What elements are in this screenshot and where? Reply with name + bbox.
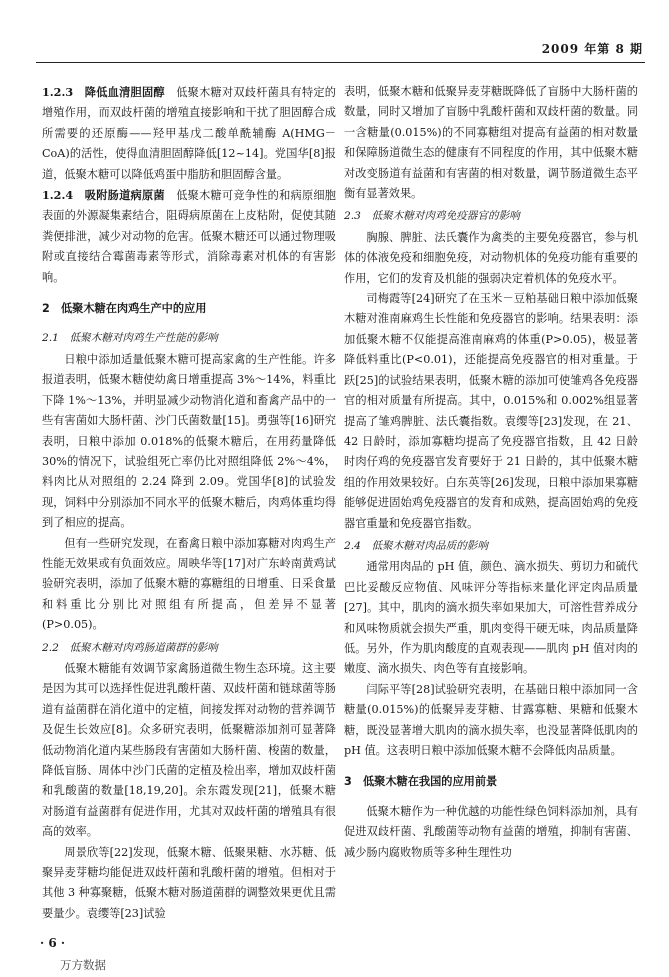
paragraph-text: 司梅霞等[24]研究了在玉米－豆粕基础日粮中添加低聚木糖对淮南麻鸡生长性能和免疫器官的影响。结果表明：添加低聚木糖不仅能提高淮南麻鸡的体重(P>0.05)，极显著降低料重比(P<0.01)，还能提高免疫器官的相对重量。于跃[25]的试验结果表明，低聚木糖的添加可使雏鸡各免疫器官的相对质量有所提高。其中，0.015%和 0.002%组显著提高了雏鸡脾脏、法氏囊指数。袁缨等[23]发现，在 21、42 日龄时，添加寡糖均提高了免疫器官指数，且 42 日龄时肉仔鸡的免疫器官发育要好于 21 日龄的，其中低聚木糖组的作用效果较好。白东英等[26]发现，日粮中添加果寡糖能够促进固始鸡免疫器官的发育和成熟，提高固始鸡的免疫器官重量和免疫器官指数。	[344, 292, 638, 530]
paragraph-text: 闫际平等[28]试验研究表明，在基础日粮中添加同一含糖量(0.015%)的低聚异麦芽糖、甘露寡糖、果糖和低聚木糖，既没显著增大肌肉的滴水损失率，也没显著降低肌肉的 pH 值。这表明日粮中添加低聚木糖不会降低肉品质量。	[344, 682, 638, 757]
paragraph-text: 胸腺、脾脏、法氏囊作为禽类的主要免疫器官，参与机体的体液免疫和细胞免疫，对动物机体的免疫功能有重要的作用，它们的发育及机能的强弱决定着机体的免疫水平。	[344, 230, 638, 285]
paragraph	[344, 680, 638, 762]
journal-issue: 2009 年第 8 期	[541, 42, 643, 56]
paragraph-text: 但有一些研究发现，在畜禽日粮中添加寡糖对肉鸡生产性能无效果或有负面效应。周映华等[17]对广东岭南黄鸡试验研究表明，添加了低聚木糖的寡糖组的日增重、日采食量和料重比分别比对照组有所提高，但差异不显著(P>0.05)。	[42, 536, 336, 632]
source-watermark: 万方数据	[60, 958, 106, 972]
section-heading: 2 低聚木糖在肉鸡生产中的应用	[42, 302, 207, 316]
paragraph	[344, 557, 638, 679]
paragraph	[344, 289, 638, 534]
paragraph	[42, 82, 336, 185]
paragraph-text: 通常用肉品的 pH 值，颜色、滴水损失、剪切力和硫代巴比妥酸反应物值、风味评分等指标来量化评定肉品质量[27]。其中，肌肉的滴水损失率如果加大，可溶性营养成分和风味物质就会损失严重，肌肉变得干硬无味，肉品质量降低。另外，作为肌肉酸度的直观表现——肌肉 pH 值对肉的嫩度、滴水损失、肉色等有直接影响。	[344, 560, 638, 676]
header-rule	[36, 62, 645, 63]
paragraph-heading: 1.2.4 吸附肠道病原菌	[42, 188, 165, 203]
subsection-heading: 2.2 低聚木糖对肉鸡肠道菌群的影响	[42, 641, 218, 654]
paragraph-text: 低聚木糖能有效调节家禽肠道微生物生态环境。这主要是因为其可以选择性促进乳酸杆菌、双歧杆菌和链球菌等肠道有益菌群在消化道中的定植，间接发挥对动物的营养调节及促生长效应[8]。众多研究表明，低聚糖添加剂可显著降低动物消化道内某些肠段有害菌如大肠杆菌、梭菌的数量，降低盲肠、周体中沙门氏菌的定植及检出率，增加双歧杆菌和乳酸菌的数量[18,19,20]。余东霞发现[21]，低聚木糖对肠道有益菌群有促进作用，尤其对双歧杆菌的增殖具有很高的效率。	[42, 661, 336, 839]
right-column	[344, 82, 638, 863]
subsection-heading: 2.1 低聚木糖对肉鸡生产性能的影响	[42, 332, 218, 345]
paragraph	[344, 802, 638, 863]
paragraph	[42, 534, 336, 636]
paragraph-text: 周景欣等[22]发现，低聚木糖、低聚果糖、水苏糖、低聚异麦芽糖均能促进双歧杆菌和乳酸杆菌的增殖。但相对于其他 3 种寡聚糖，低聚木糖对肠道菌群的调整效果更优且需要量少。袁缨等[23]试验	[42, 845, 336, 920]
paragraph	[42, 350, 336, 534]
paragraph-text: 低聚木糖可竞争性的和病原细胞表面的外源凝集素结合，阻碍病原菌在上皮粘附，促使其随粪便排泄，减少对动物的危害。低聚木糖还可以通过物理吸附或直接结合霉菌毒素等形式，消除毒素对机体的有害影响。	[42, 189, 336, 284]
paragraph	[42, 185, 336, 288]
paragraph-text: 日粮中添加适量低聚木糖可提高家禽的生产性能。许多报道表明，低聚木糖使幼禽日增重提高 3%～14%，料重比下降 1%～13%，并明显减少动物消化道和畜禽产品中的一些有害菌如大肠杆菌、沙门氏菌数量[15]。勇强等[16]研究表明，日粮中添加 0.018%的低聚木糖后，在用药量降低 30%的情况下，试验组死亡率仍比对照组降低 2%～4%，料肉比从对照组的 2.24 降到 2.09。党国华[8]的试验发现，饲料中分别添加不同水平的低聚木糖后，肉鸡体重均得到了相应的提高。	[42, 352, 336, 530]
paragraph-text: 低聚木糖作为一种优越的功能性绿色饲料添加剂，具有促进双歧杆菌、乳酸菌等动物有益菌的增殖，抑制有害菌、减少肠内腐败物质等多种生理性功	[344, 804, 638, 859]
paragraph-heading: 1.2.3 降低血清胆固醇	[42, 85, 165, 99]
subsection-heading: 2.4 低聚木糖对肉品质的影响	[344, 539, 488, 552]
section-heading: 3 低聚木糖在我国的应用前景	[344, 775, 498, 789]
paragraph	[42, 843, 336, 925]
page-number: · 6 ·	[40, 936, 66, 950]
subsection-heading: 2.3 低聚木糖对肉鸡免疫器官的影响	[344, 210, 520, 223]
paragraph	[42, 659, 336, 843]
paragraph-text: 低聚木糖对双歧杆菌具有特定的增殖作用，而双歧杆菌的增殖直接影响和干扰了胆固醇合成所需要的还原酶——羟甲基戊二酸单酰辅酶 A(HMG－CoA)的活性，使得血清胆固醇降低[12~14]。党国华[8]报道，低聚木糖可以降低鸡蛋中脂肪和胆固醇含量。	[42, 86, 336, 181]
paragraph-text: 表明，低聚木糖和低聚异麦芽糖既降低了盲肠中大肠杆菌的数量，同时又增加了盲肠中乳酸杆菌和双歧杆菌的数量。同一含糖量(0.015%)的不同寡糖组对提高有益菌的相对数量和保障肠道微生态的健康有不同程度的作用，其中低聚木糖对改变肠道有益菌和有害菌的相对数量，调节肠道微生态平衡有显著效果。	[344, 85, 638, 201]
paragraph	[344, 228, 638, 289]
left-column	[42, 82, 336, 924]
paragraph	[344, 82, 638, 204]
